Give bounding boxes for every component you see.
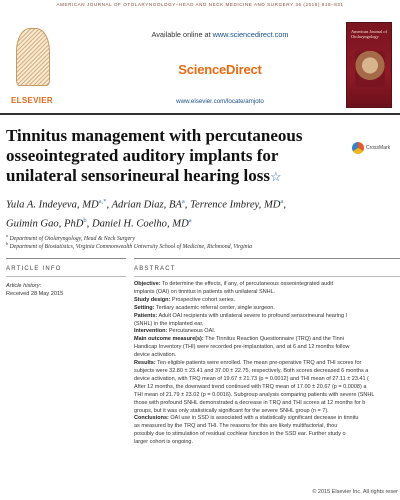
crossmark-icon	[352, 142, 364, 154]
abstract-section-label: Results:	[134, 360, 156, 367]
author-name[interactable]: Adrian Diaz, BA	[111, 199, 182, 211]
abstract-line-text: device activation, with TRQ mean of 19.67 ± 21.73 (p = 0.0012) and THI mean of 27.11 ± 23.41 (	[134, 375, 369, 382]
author-name[interactable]: Terrence Imbrey, MD	[190, 199, 281, 211]
abstract-line-text: groups, but it was only statistically significant for the severe SNHL group (n = 7).	[134, 407, 329, 414]
abstract-line-text: subjects were 32.80 ± 23.41 and 37.00 ± 22.75, respectively. Both scores decreased 6 months a	[134, 367, 369, 374]
abstract-line	[134, 321, 400, 329]
abstract-line	[134, 313, 400, 321]
abstract-section-label: Intervention:	[134, 328, 168, 335]
abstract-line	[134, 328, 400, 336]
abstract-line-text: Prospective cohort series.	[170, 296, 236, 303]
abstract-line	[134, 384, 400, 392]
info-top-divider	[6, 258, 126, 259]
abstract-line	[134, 415, 400, 423]
affiliation-text: Department of Otolaryngology, Head & Neck Surgery	[8, 235, 135, 242]
article-info-heading: ARTICLE INFO	[6, 266, 62, 272]
abstract-body	[134, 281, 400, 447]
abstract-line-text: device activation.	[134, 352, 177, 359]
author-separator: ,	[184, 199, 191, 211]
abstract-section-label: Conclusions:	[134, 415, 169, 422]
abstract-line	[134, 392, 400, 400]
abstract-line	[134, 400, 400, 408]
abstract-line-text: as measured by the TRQ and THI. The reasons for this are likely multifactorial, thou	[134, 423, 338, 430]
abstract-section-label: Objective:	[134, 281, 161, 287]
abstract-section-label: Main outcome measure(s):	[134, 336, 204, 343]
abstract-line-text: OAI use in SSD is associated with a statistically significant decrease in tinnitu	[168, 415, 359, 422]
crossmark-badge[interactable]	[352, 140, 398, 156]
abstract-line	[134, 289, 400, 297]
abstract-line-text: possibly due to stimulation of residual cochlear function in the SSD ear. Further study o	[134, 431, 346, 438]
journal-cover[interactable]	[346, 22, 392, 108]
sciencedirect-logo[interactable]: ScienceDirect	[178, 62, 262, 77]
abstract-line	[134, 336, 400, 344]
article-history	[6, 282, 126, 298]
author-name[interactable]: Daniel H. Coelho, MD	[91, 218, 189, 230]
abstract-line	[134, 368, 400, 376]
author-affiliation-mark: b	[83, 216, 87, 224]
available-online-line	[120, 30, 320, 39]
abstract-line	[134, 431, 400, 439]
cover-title: American Journal of Otolaryngology	[351, 29, 388, 40]
abstract-line-text: implants (OAI) on tinnitus in patients with unilateral SNHL.	[134, 288, 276, 295]
abstract-line	[134, 281, 400, 289]
affiliation-text: Department of Biostatistics, Virginia Commonwealth University School of Medicine, Richmond, Virginia	[8, 243, 253, 250]
author-separator: ,	[86, 218, 92, 230]
author-affiliation-mark: a	[280, 198, 284, 205]
journal-homepage-link[interactable]: www.elsevier.com/locate/amjoto	[176, 98, 264, 105]
author-separator: ,	[283, 199, 286, 211]
elsevier-wordmark: ELSEVIER	[11, 96, 53, 105]
author-affiliation-mark: a	[181, 198, 185, 205]
abstract-line	[134, 423, 400, 431]
abstract-line-text: Adult OAI recipients with unilateral severe to profound sensorineural hearing l	[157, 312, 347, 319]
abstract-top-divider	[134, 258, 400, 259]
abstract-line-text: THI mean of 21.79 ± 23.02 (p = 0.0016). Subgroup analysis comparing patients with severe (SNHL	[134, 391, 375, 398]
journal-citation-bar: AMERICAN JOURNAL OF OTOLARYNGOLOGY–HEAD AND NECK MEDICINE AND SURGERY 36 (2015) 818–831	[56, 2, 344, 7]
abstract-line	[134, 408, 400, 416]
abstract-heading: ABSTRACT	[134, 266, 176, 272]
abstract-line	[134, 439, 400, 447]
affiliation-item	[6, 241, 396, 250]
abstract-line	[134, 297, 400, 305]
author-separator: ,	[106, 199, 112, 211]
elsevier-tree-logo	[16, 28, 50, 86]
author-affiliation-mark: a	[188, 216, 192, 224]
abstract-line-text: Percutaneous OAI.	[167, 328, 216, 335]
abstract-line	[134, 344, 400, 352]
author-name[interactable]: Guimin Gao, PhD	[6, 218, 84, 230]
article-title	[6, 126, 336, 187]
author-name[interactable]: Yula A. Indeyeva, MD	[6, 199, 99, 211]
abstract-line	[134, 360, 400, 368]
abstract-line-text: The Tinnitus Reaction Questionnaire (TRQ) and the Tinni	[203, 336, 344, 343]
crossmark-label: CrossMark	[366, 145, 391, 151]
abstract-line-text: Ten eligible patients were enrolled. The mean pre-operative TRQ and THI scores for	[155, 360, 362, 367]
abstract-heading-divider	[134, 276, 400, 277]
abstract-line-text: (SNHL) in the implanted ear.	[134, 320, 204, 327]
available-prefix: Available online at	[151, 30, 213, 39]
abstract-line-text: To determine the effects, if any, of percutaneous osseointegrated audit	[160, 281, 334, 287]
info-heading-divider	[6, 276, 126, 277]
elsevier-logo	[6, 22, 58, 106]
abstract-section-label: Setting:	[134, 304, 155, 311]
abstract-line-text: Handicap Inventory (THI) were recorded pre-implantation, and at 6 and 12 months follow	[134, 344, 350, 351]
abstract-section-label: Patients:	[134, 312, 158, 319]
journal-cover-image	[355, 51, 385, 87]
abstract-line	[134, 352, 400, 360]
journal-homepage-line	[120, 98, 320, 105]
title-footnote-mark[interactable]: ☆	[269, 169, 282, 184]
abstract-line-text: those with profound SNHL demonstrated a decrease in TRQ and THI scores at 12 months for b	[134, 399, 366, 406]
abstract-line-text: larger cohort is ongoing.	[134, 439, 194, 446]
affiliation-mark: a	[6, 233, 8, 238]
abstract-line	[134, 376, 400, 384]
abstract-line-text: After 12 months, the downward trend continued with TRQ mean of 17.00 ± 20.67 (p = 0.0008) a	[134, 383, 367, 390]
header-divider	[0, 113, 400, 115]
author-list	[6, 194, 386, 231]
abstract-line	[134, 305, 400, 313]
copyright-notice: © 2015 Elsevier Inc. All rights reser	[312, 489, 398, 495]
sciencedirect-url-link[interactable]: www.sciencedirect.com	[212, 30, 289, 39]
author-affiliation-mark: a,*	[98, 198, 107, 205]
abstract-line-text: Tertiary academic referral center, single surgeon.	[154, 304, 275, 311]
abstract-section-label: Study design:	[134, 296, 171, 303]
received-date: Received 28 May 2015	[6, 291, 64, 297]
article-title-text: Tinnitus management with percutaneous osseointegrated auditory implants for unilateral sensorineural hearing loss	[6, 126, 303, 185]
affiliation-mark: b	[6, 241, 8, 246]
history-label: Article history:	[6, 283, 42, 289]
